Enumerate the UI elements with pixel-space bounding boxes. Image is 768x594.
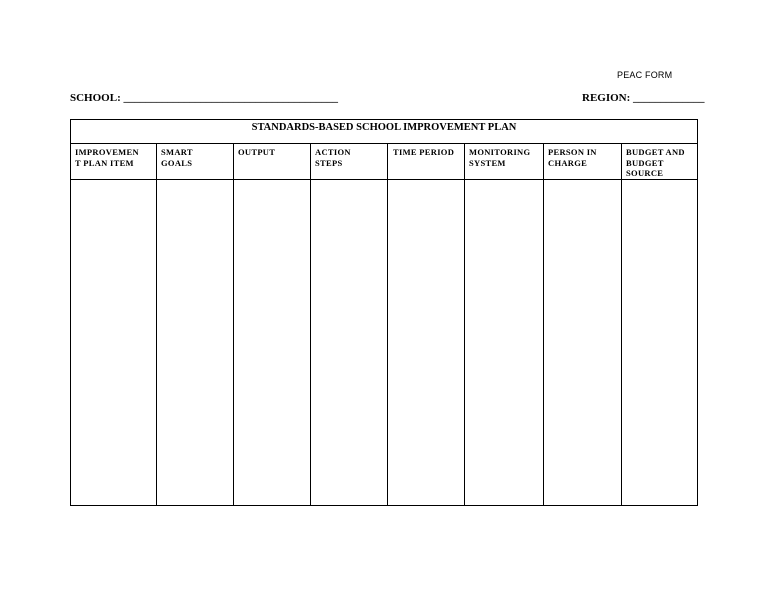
school-blank-line[interactable]: _______________________________________ [123, 92, 338, 104]
region-field [582, 92, 705, 104]
header-time-period: TIME PERIOD [393, 147, 455, 157]
school-label: SCHOOL: [70, 92, 121, 104]
header-person-in-charge: PERSON IN CHARGE [548, 147, 597, 168]
header-output: OUTPUT [238, 147, 276, 157]
improvement-plan-table [70, 119, 698, 506]
region-blank-line[interactable]: _____________ [633, 92, 705, 104]
header-divider [71, 179, 697, 180]
school-field [70, 92, 338, 104]
header-budget-source: BUDGET AND BUDGET SOURCE [626, 147, 685, 178]
header-improvement-plan-item: IMPROVEMEN T PLAN ITEM [75, 147, 139, 168]
column-action-steps[interactable] [310, 144, 388, 505]
column-improvement-plan-item[interactable] [71, 144, 157, 505]
column-smart-goals[interactable] [156, 144, 234, 505]
column-budget-source[interactable] [621, 144, 697, 505]
form-code: PEAC FORM [617, 70, 673, 80]
region-label: REGION: [582, 92, 631, 104]
column-time-period[interactable] [387, 144, 465, 505]
column-output[interactable] [233, 144, 311, 505]
table-title: STANDARDS-BASED SCHOOL IMPROVEMENT PLAN [71, 120, 697, 144]
header-monitoring-system: MONITORING SYSTEM [469, 147, 531, 168]
column-monitoring-system[interactable] [464, 144, 544, 505]
header-smart-goals: SMART GOALS [161, 147, 193, 168]
header-action-steps: ACTION STEPS [315, 147, 351, 168]
column-person-in-charge[interactable] [543, 144, 622, 505]
